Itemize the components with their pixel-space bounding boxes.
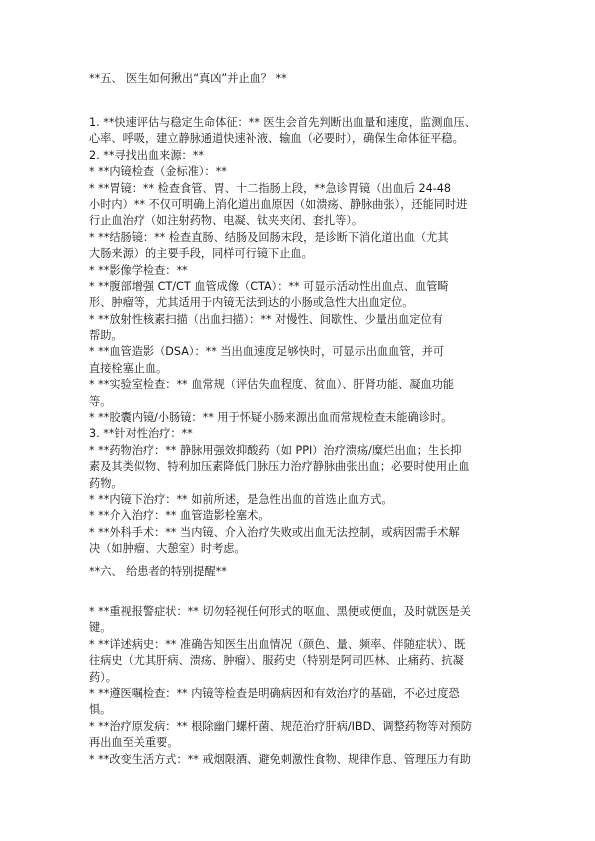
text-line: 惧。 — [89, 703, 112, 717]
text-line: * **内镜下治疗：** 如前所述，是急性出血的首选止血方式。 — [89, 492, 393, 506]
text-line: 2. **寻找出血来源：** — [89, 148, 204, 162]
text-line: * **结肠镜：** 检查直肠、结肠及回肠末段，是诊断下消化道出血（尤其 — [89, 230, 449, 244]
text-line: 大肠来源）的主要手段，同样可行镜下止血。 — [89, 247, 313, 261]
text-line: * **外科手术：** 当内镜、介入治疗失败或出血无法控制，或病因需手术解 — [89, 525, 460, 539]
text-line: * **胶囊内镜/小肠镜：** 用于怀疑小肠来源出血而常规检查未能确诊时。 — [89, 411, 453, 425]
text-line: * **实验室检查：** 血常规（评估失血程度、贫血）、肝肾功能、凝血功能 — [89, 378, 455, 392]
text-line: * **血管造影（DSA）：** 当出血速度足够快时，可显示出血血管，并可 — [89, 345, 445, 359]
text-line: 决（如肿瘤、大憩室）时考虑。 — [89, 542, 246, 556]
text-line: * **重视报警症状：** 切勿轻视任何形式的呕血、黑便或便血，及时就医是关 — [89, 605, 471, 618]
text-line: * **遵医嘱检查：** 内镜等检查是明确病因和有效治疗的基础，不必过度恐 — [89, 686, 460, 700]
text-line: * **胃镜：** 检查食管、胃、十二指肠上段，**急诊胃镜（出血后 24-48 — [89, 181, 452, 195]
text-line: * **介入治疗：** 血管造影栓塞术。 — [89, 509, 270, 523]
section-6-heading: **六、 给患者的特别提醒** — [89, 565, 227, 578]
text-line: 3. **针对性治疗：** — [89, 427, 193, 441]
text-line: 再出血至关重要。 — [89, 736, 179, 750]
text-line: 行止血治疗（如注射药物、电凝、钛夹夹闭、套扎等）。 — [89, 214, 364, 228]
text-line: * **药物治疗：** 静脉用强效抑酸药（如 PPI）治疗溃疡/糜烂出血；生长抑 — [89, 443, 462, 457]
section-6-body — [89, 604, 507, 768]
text-line: 往病史（尤其肝病、溃疡、肿瘤）、服药史（特别是阿司匹林、止痛药、抗凝 — [89, 654, 464, 668]
text-line: 等。 — [89, 394, 112, 408]
text-line: 帮助。 — [89, 329, 123, 343]
section-5-heading: **五、 医生如何揪出“真凶”并止血？ ** — [89, 72, 287, 85]
text-line: * **放射性核素扫描（出血扫描）：** 对慢性、间歇性、少量出血定位有 — [89, 312, 443, 326]
text-line: 键。 — [89, 621, 112, 635]
text-line: 药）。 — [89, 670, 117, 684]
text-line: 药物。 — [89, 476, 123, 490]
text-line: 1. **快速评估与稳定生命体征：** 医生会首先判断出血量和速度，监测血压、 — [89, 116, 476, 129]
text-line: 心率、呼吸，建立静脉通道快速补液、输血（必要时），确保生命体征平稳。 — [89, 132, 464, 146]
text-line: * **治疗原发病：** 根除幽门螺杆菌、规范治疗肝病/IBD、调整药物等对预防 — [89, 719, 472, 733]
text-line: * **详述病史：** 准确告知医生出血情况（颜色、量、频率、伴随症状）、既 — [89, 637, 466, 651]
text-line: * **腹部增强 CT/CT 血管成像（CTA）：** 可显示活动性出血点、血管畸 — [89, 279, 449, 293]
text-line: 素及其类似物、特利加压素降低门脉压力治疗静脉曲张出血；必要时使用止血 — [89, 460, 470, 474]
text-line: 直接栓塞止血。 — [89, 361, 168, 375]
text-line: * **改变生活方式：** 戒烟限酒、避免刺激性食物、规律作息、管理压力有助 — [89, 752, 471, 766]
section-5-body — [89, 115, 507, 558]
text-line: * **影像学检查：** — [89, 263, 188, 277]
text-line: 小时内）** 不仅可明确上消化道出血原因（如溃疡、静脉曲张），还能同时进 — [89, 197, 468, 211]
text-line: 形、肿瘤等，尤其适用于内镜无法到达的小肠或急性大出血定位。 — [89, 296, 414, 310]
text-line: * **内镜检查（金标准）：** — [89, 165, 227, 179]
